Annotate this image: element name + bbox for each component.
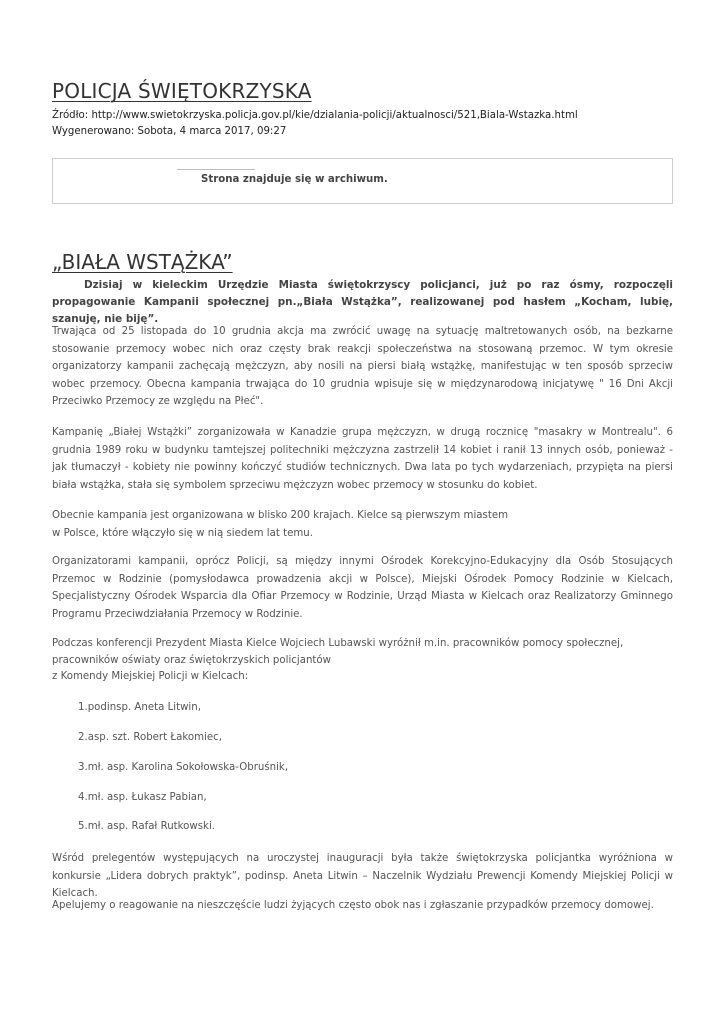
archive-notice-text: Strona znajduje się w archiwum. bbox=[201, 174, 388, 185]
article-paragraph-6: Wśród prelegentów występujących na uroczystej inauguracji była także świętokrzyska policjantka wyróżniona w konkursie „Lidera dobrych praktyk”, podinsp. Aneta Litwin – Naczelnik Wydziału Prewencji Komendy Miejskiej Policji w Kielcach. bbox=[52, 853, 673, 900]
article-paragraph-4: Organizatorami kampanii, oprócz Policji, są między innymi Ośrodek Korekcyjno-Edukacyjny dla Osób Stosujących Przemoc w Rodzinie (pomysłodawca prowadzenia akcji w Polsce), Miejski Ośrodek Pomocy Rodzinie w Kielcach, Specjalistyczny Ośrodek Wsparcia dla Ofiar Przemocy w Rodzinie, Urząd Miasta w Kielcach oraz Realizatorzy Gminnego Programu Przeciwdziałania Przemocy w Rodzinie. bbox=[52, 556, 673, 620]
paragraph-5-line-2: pracowników oświaty oraz świętokrzyskich policjantów bbox=[52, 654, 331, 666]
article-paragraph-1: Trwająca od 25 listopada do 10 grudnia akcja ma zwrócić uwagę na sytuację maltretowanych osób, na bezkarne stosowanie przemocy wobec nich oraz częsty brak reakcji społeczeństwa na stosowaną przemoc. W tym okresie organizatorzy kampanii zachęcają mężczyzn, aby nosili na piersi białą wstążkę, manifestując w ten sposób sprzeciw wobec przemocy. Obecna kampania trwająca do 10 grudnia wpisuje się w międzynarodową inicjatywę " 16 Dni Akcji Przeciwko Przemocy ze względu na Płeć". bbox=[52, 326, 673, 408]
paragraph-5-line-3: z Komendy Miejskiej Policji w Kielcach: bbox=[52, 671, 249, 682]
article-paragraph-2: Kampanię „Białej Wstążki” zorganizowała w Kanadzie grupa mężczyzn, w drugą rocznicę "masakry w Montrealu". 6 grudnia 1989 roku w budynku tamtejszej politechniki mężczyzna zastrzelił 14 kobiet i ranił 13 innych osób, ponieważ - jak tłumaczył - kobiety nie powinny kończyć studiów technicznych. Dwa lata po tych wydarzeniach, przypięta na piersi biała wstążka, stała się symbolem sprzeciwu mężczyzn wobec przemocy w stosunku do kobiet. bbox=[52, 427, 673, 491]
paragraph-5-line-1: Podczas konferencji Prezydent Miasta Kielce Wojciech Lubawski wyróżnił m.in. pracowników pomocy społecznej, bbox=[52, 638, 624, 649]
awardee-list-item: 1.podinsp. Aneta Litwin, bbox=[78, 702, 201, 713]
article-paragraph-3 bbox=[52, 507, 673, 542]
article-paragraph-7: Apelujemy o reagowanie na nieszczęście ludzi żyjących często obok nas i zgłaszanie przypadków przemocy domowej. bbox=[52, 900, 654, 911]
awardee-list-item: 2.asp. szt. Robert Łakomiec, bbox=[78, 732, 222, 743]
awardee-list-item: 5.mł. asp. Rafał Rutkowski. bbox=[78, 821, 216, 832]
site-title: POLICJA ŚWIĘTOKRZYSKA bbox=[52, 79, 312, 104]
source-url-line: Źródło: http://www.swietokrzyska.policja.gov.pl/kie/dzialania-policji/aktualnosci/521,Biala-Wstazka.html bbox=[52, 110, 578, 121]
article-lead: Dzisiaj w kieleckim Urzędzie Miasta świętokrzyscy policjanci, już po raz ósmy, rozpoczęli propagowanie Kampanii społecznej pn.„Biała Wstążka”, realizowanej pod hasłem „Kocham, lubię, szanuję, nie biję”. bbox=[52, 279, 673, 325]
article-title: „BIAŁA WSTĄŻKA” bbox=[52, 249, 233, 274]
archive-divider bbox=[177, 169, 255, 170]
awardee-list-item: 3.mł. asp. Karolina Sokołowska-Obruśnik, bbox=[78, 762, 289, 773]
paragraph-3-line-2: w Polsce, które włączyło się w nią siedem lat temu. bbox=[52, 527, 313, 539]
awardee-list-item: 4.mł. asp. Łukasz Pabian, bbox=[78, 792, 207, 803]
document-meta bbox=[52, 108, 578, 140]
generated-date-line: Wygenerowano: Sobota, 4 marca 2017, 09:27 bbox=[52, 126, 287, 137]
paragraph-3-line-1: Obecnie kampania jest organizowana w blisko 200 krajach. Kielce są pierwszym miastem bbox=[52, 510, 509, 521]
article-paragraph-5 bbox=[52, 636, 673, 686]
archive-notice-box bbox=[52, 158, 673, 204]
